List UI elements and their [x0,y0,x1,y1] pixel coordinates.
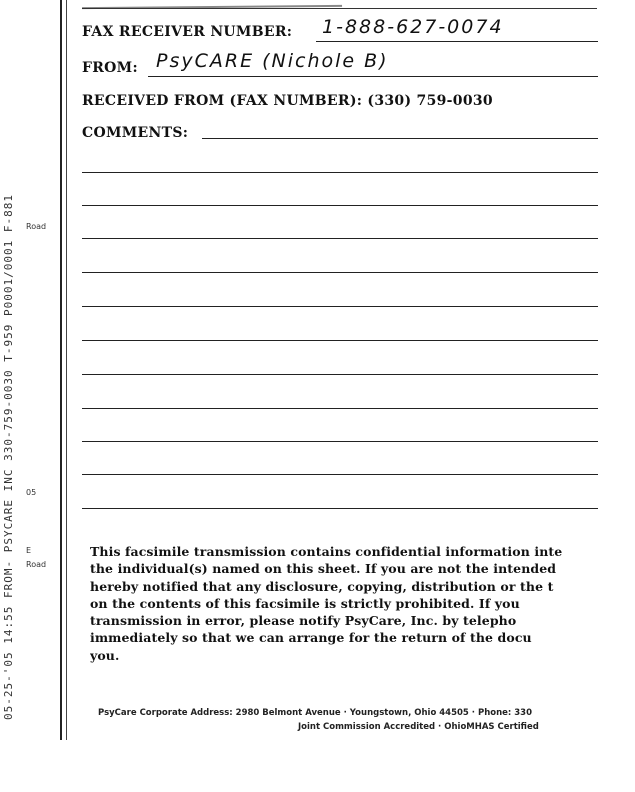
from-underline [148,76,598,77]
received-from-fax-number: RECEIVED FROM (FAX NUMBER): (330) 759-0030 [82,93,493,109]
comment-line [82,272,598,273]
comment-line [82,238,598,239]
receiver-number-value: 1-888-627-0074 [322,16,504,38]
notice-line: you. [90,647,120,663]
notice-line: This facsimile transmission contains confidential information inte [90,544,563,559]
fax-header-strip [0,0,48,792]
corporate-address: PsyCare Corporate Address: 2980 Belmont Avenue · Youngstown, Ohio 44505 · Phone: 330 [98,708,533,718]
edge-mark: Road [26,560,47,569]
edge-mark: E [26,546,32,555]
notice-line: hereby notified that any disclosure, copying, distribution or the t [90,578,554,594]
comment-line [82,441,598,442]
comment-line [82,340,598,341]
comments-label: COMMENTS: [82,125,189,141]
left-border-line-inner [66,0,67,740]
notice-line: the individual(s) named on this sheet. If you are not the intended [90,561,557,577]
edge-mark: 05 [26,488,37,497]
receiver-number-underline [316,41,598,42]
left-border-line [60,0,62,740]
comment-line [82,508,598,509]
comments-underline [202,138,598,139]
from-value: PsyCARE (Nichole B) [156,50,389,72]
comment-line [82,172,598,173]
comment-line [82,374,598,375]
notice-line: on the contents of this facsimile is strictly prohibited. If you [90,595,520,611]
comment-line [82,474,598,475]
comment-line [82,408,598,409]
comment-line [82,205,598,206]
from-label: FROM: [82,60,138,76]
edge-mark: Road [26,222,47,231]
notice-line: immediately so that we can arrange for the return of the docu [90,630,532,646]
accreditation-line: Joint Commission Accredited · OhioMHAS Certified [298,722,539,732]
top-rule [82,8,597,9]
confidentiality-notice [90,543,595,664]
comment-line [82,306,598,307]
notice-line: transmission in error, please notify PsyCare, Inc. by telepho [90,613,517,629]
receiver-number-label: FAX RECEIVER NUMBER: [82,24,293,40]
fax-transmission-header: 05-25-'05 14:55 FROM- PSYCARE INC 330-759-0030 T-959 P0001/0001 F-881 [2,194,15,720]
